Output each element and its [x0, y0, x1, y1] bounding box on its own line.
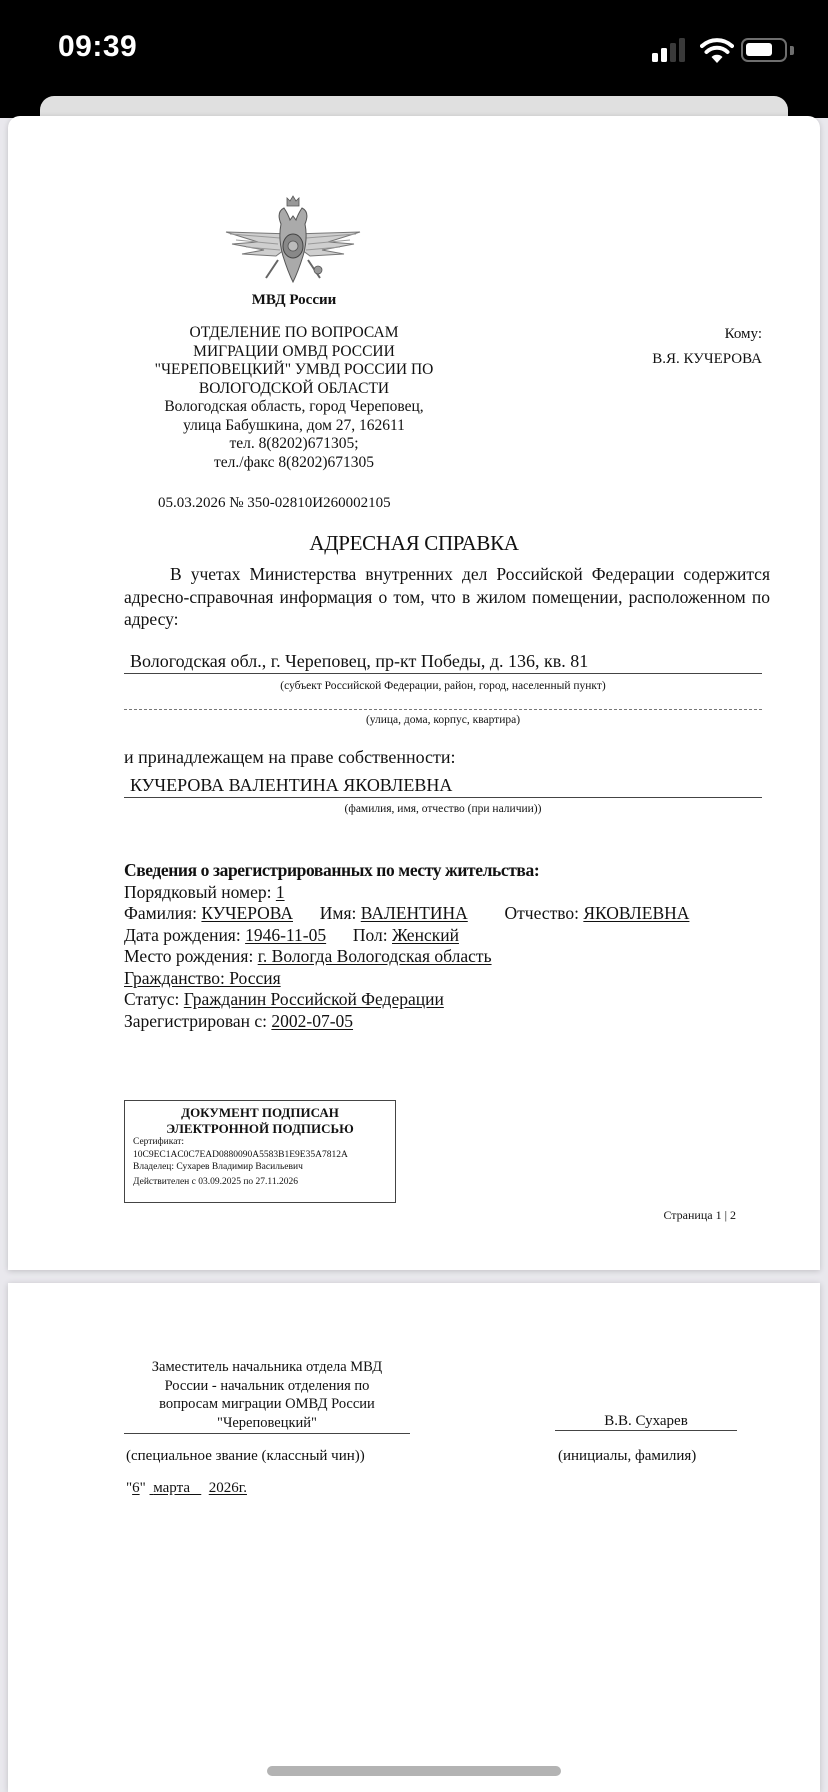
role-line: Заместитель начальника отдела МВД: [151, 1359, 383, 1375]
role-line: вопросам миграции ОМВД России: [159, 1396, 375, 1412]
page-number: Страница 1 | 2: [663, 1208, 736, 1222]
street-field: [124, 688, 762, 710]
sex-value: Женский: [392, 924, 459, 945]
certificate-validity: Действителен с 03.09.2025 по 27.11.2026: [133, 1176, 298, 1187]
home-indicator[interactable]: [267, 1766, 561, 1776]
e-signature-stamp: [124, 1100, 396, 1203]
department-fax: тел./факс 8(8202)671305: [214, 453, 374, 471]
battery-icon: [741, 38, 787, 62]
ownership-label: и принадлежащем на праве собственности:: [124, 747, 456, 767]
street-caption: (улица, дома, корпус, квартира): [365, 714, 521, 726]
document-reference: 05.03.2026 № 350-02810И260002105: [158, 495, 391, 511]
role-line: "Череповецкий": [217, 1414, 317, 1431]
first-name-value: ВАЛЕНТИНА: [360, 903, 468, 923]
registered-label: Зарегистрирован с:: [124, 1010, 268, 1031]
intro-paragraph: [124, 563, 770, 631]
status-row: [124, 989, 689, 1011]
document-page-2: [8, 1283, 820, 1792]
wifi-icon: [700, 36, 734, 64]
signer-name: В.В. Сухарев: [555, 1413, 737, 1431]
birth-place-value: г. Вологда Вологодская область: [257, 946, 492, 966]
address-field: Вологодская обл., г. Череповец, пр-кт Победы, д. 136, кв. 81: [124, 651, 762, 674]
name-row: [124, 903, 689, 925]
owner-field: КУЧЕРОВА ВАЛЕНТИНА ЯКОВЛЕВНА: [124, 775, 762, 798]
department-block: [128, 324, 460, 472]
surname-value: КУЧЕРОВА: [201, 903, 293, 923]
signer-role: [124, 1358, 410, 1434]
birth-place-label: Место рождения:: [124, 946, 254, 966]
sign-date-day: 6: [132, 1480, 140, 1496]
registration-block: [124, 860, 689, 1032]
serial-row: [124, 882, 689, 904]
recipient-name: В.Я. КУЧЕРОВА: [652, 351, 762, 367]
sex-label: Пол:: [352, 924, 388, 945]
department-address-line: Вологодская область, город Череповец,: [164, 398, 424, 415]
recipient-label: Кому:: [724, 326, 762, 342]
owner-caption: (фамилия, имя, отчество (при наличии)): [344, 803, 542, 815]
battery-level: [746, 43, 772, 56]
status-label: Статус:: [124, 989, 180, 1009]
role-line: России - начальник отделения по: [164, 1377, 370, 1394]
mvd-emblem-icon: [218, 194, 368, 294]
status-value: Гражданин Российской Федерации: [183, 989, 444, 1009]
role-caption: (специальное звание (классный чин)): [126, 1448, 365, 1464]
birth-row: [124, 925, 689, 947]
department-line: "ЧЕРЕПОВЕЦКИЙ" УМВД РОССИИ ПО: [154, 361, 434, 378]
document-page-1: [8, 116, 820, 1270]
registered-value: 2002-07-05: [271, 1010, 354, 1031]
birth-place-row: [124, 946, 689, 968]
cellular-signal-icon: [652, 38, 688, 62]
document-title: АДРЕСНАЯ СПРАВКА: [309, 531, 519, 555]
department-line: МИГРАЦИИ ОМВД РОССИИ: [193, 342, 395, 360]
sign-date: "6" марта 2026г.: [126, 1480, 247, 1496]
birth-date-value: 1946-11-05: [245, 924, 327, 945]
e-signature-title: ДОКУМЕНТ ПОДПИСАН: [181, 1105, 339, 1120]
birth-date-label: Дата рождения:: [124, 924, 241, 945]
department-line: ОТДЕЛЕНИЕ ПО ВОПРОСАМ: [189, 324, 399, 341]
registration-heading: Сведения о зарегистрированных по месту жительства:: [124, 860, 540, 880]
ministry-name: МВД России: [251, 292, 337, 308]
serial-label: Порядковый номер:: [124, 881, 272, 902]
certificate-value: 10C9EC1AC0C7EAD0880090A5583B1E9E35A7812A: [133, 1149, 348, 1160]
department-phone: тел. 8(8202)671305;: [229, 435, 359, 452]
sign-date-month: [150, 1480, 202, 1496]
certificate-label: Сертификат:: [133, 1137, 185, 1147]
surname-label: Фамилия:: [124, 903, 198, 923]
department-address-line: улица Бабушкина, дом 27, 162611: [183, 416, 405, 434]
intro-text: В учетах Министерства внутренних дел Российской Федерации содержится адресно-справочная информация о том, что в жилом помещении, расположенном по адресу:: [124, 564, 770, 629]
serial-value: 1: [275, 881, 285, 902]
address-caption: (субъект Российской Федерации, район, город, населенный пункт): [280, 680, 606, 692]
battery-cap: [790, 46, 794, 55]
patronymic-value: ЯКОВЛЕВНА: [583, 903, 690, 923]
registered-row: [124, 1011, 689, 1033]
status-time: 09:39: [58, 30, 138, 63]
first-name-label: Имя:: [319, 903, 357, 923]
signer-caption: (инициалы, фамилия): [558, 1448, 697, 1464]
patronymic-label: Отчество:: [504, 903, 579, 923]
citizenship-row: [124, 968, 689, 990]
certificate-owner: Владелец: Сухарев Владимир Васильевич: [133, 1162, 303, 1172]
department-line: ВОЛОГОДСКОЙ ОБЛАСТИ: [198, 379, 390, 397]
citizenship-value: Гражданство: Россия: [124, 967, 281, 988]
sign-date-year: 2026г.: [208, 1480, 247, 1496]
e-signature-title: ЭЛЕКТРОННОЙ ПОДПИСЬЮ: [166, 1120, 354, 1136]
sign-date-month-text: марта: [153, 1480, 190, 1496]
